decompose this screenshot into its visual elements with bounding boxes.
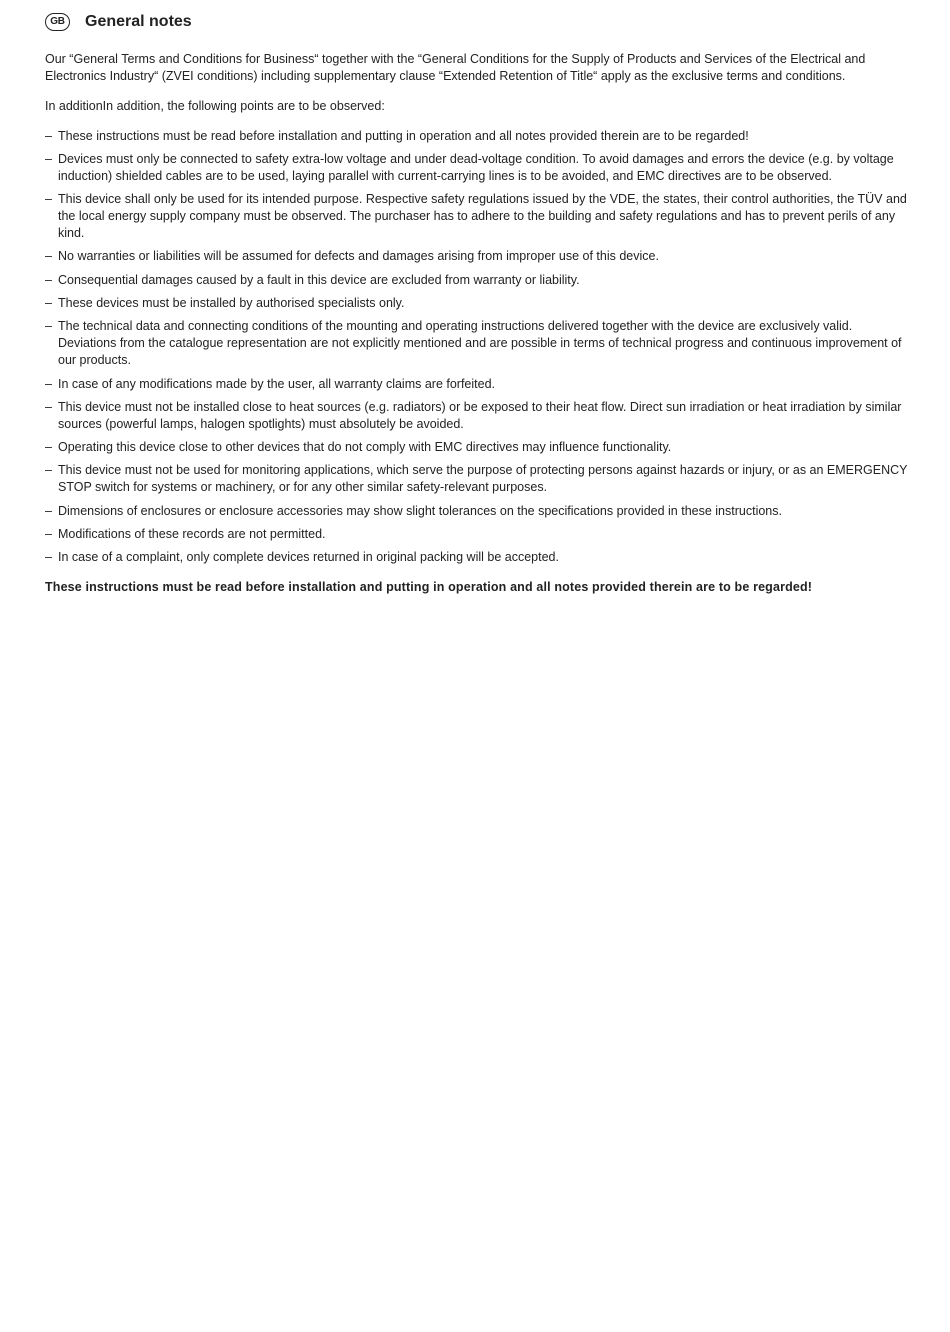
list-item-text: These devices must be installed by authorised specialists only. bbox=[58, 295, 405, 310]
list-item bbox=[45, 248, 910, 265]
bullet-dash: – bbox=[45, 376, 52, 391]
page-title: General notes bbox=[85, 13, 192, 30]
list-item bbox=[45, 503, 910, 520]
closing-statement: These instructions must be read before installation and putting in operation and all notes provided therein are to be regarded! bbox=[45, 580, 813, 595]
bullet-dash: – bbox=[45, 440, 52, 455]
list-item bbox=[45, 439, 910, 456]
list-item-text: Devices must only be connected to safety extra-low voltage and under dead-voltage condition. To avoid damages and errors the device (e.g. by voltage induction) shielded cables are to be used, laying parallel with current-carrying lines is to be avoided, and EMC directives are to be observed. bbox=[58, 151, 894, 183]
list-item bbox=[45, 191, 910, 242]
bullet-dash: – bbox=[45, 399, 52, 414]
document-page bbox=[45, 0, 910, 609]
list-item-text: Operating this device close to other devices that do not comply with EMC directives may influence functionality. bbox=[58, 440, 672, 455]
list-item-text: In case of a complaint, only complete devices returned in original packing will be accepted. bbox=[58, 550, 559, 565]
list-item-text: Dimensions of enclosures or enclosure accessories may show slight tolerances on the specifications provided in these instructions. bbox=[58, 503, 782, 518]
list-item bbox=[45, 526, 910, 543]
list-item-text: Modifications of these records are not permitted. bbox=[58, 527, 326, 542]
bullet-dash: – bbox=[45, 295, 52, 310]
list-item bbox=[45, 399, 910, 433]
section-header bbox=[45, 10, 910, 34]
list-item bbox=[45, 462, 910, 496]
list-item-text: These instructions must be read before installation and putting in operation and all notes provided therein are to be regarded! bbox=[58, 128, 749, 143]
list-item bbox=[45, 151, 910, 185]
language-badge: GB bbox=[45, 13, 70, 31]
list-item bbox=[45, 376, 910, 393]
bullet-dash: – bbox=[45, 249, 52, 264]
list-item bbox=[45, 295, 910, 312]
list-item-text: This device must not be installed close to heat sources (e.g. radiators) or be exposed to their heat flow. Direct sun irradiation or heat irradiation by similar sources (powerful lamps, halogen spotlights) must absolutely be avoided. bbox=[58, 399, 902, 431]
list-item bbox=[45, 318, 910, 369]
bullet-dash: – bbox=[45, 550, 52, 565]
list-item bbox=[45, 549, 910, 566]
list-item bbox=[45, 128, 910, 145]
bullet-dash: – bbox=[45, 128, 52, 143]
list-item bbox=[45, 272, 910, 289]
bullet-dash: – bbox=[45, 151, 52, 166]
list-item-text: No warranties or liabilities will be assumed for defects and damages arising from improper use of this device. bbox=[58, 249, 659, 264]
bullet-dash: – bbox=[45, 527, 52, 542]
bullet-dash: – bbox=[45, 319, 52, 334]
list-item-text: Consequential damages caused by a fault in this device are excluded from warranty or liability. bbox=[58, 272, 580, 287]
lead-paragraph: In additionIn addition, the following points are to be observed: bbox=[45, 99, 385, 113]
bullet-dash: – bbox=[45, 272, 52, 287]
bullet-dash: – bbox=[45, 503, 52, 518]
bullet-dash: – bbox=[45, 192, 52, 207]
intro-paragraph: Our “General Terms and Conditions for Business“ together with the “General Conditions for the Supply of Products and Services of the Electrical and Electronics Industry“ (ZVEI conditions) including supplementary clause “Extended Retention of Title“ apply as the exclusive terms and conditions. bbox=[45, 52, 866, 83]
bullet-dash: – bbox=[45, 463, 52, 478]
list-item-text: The technical data and connecting conditions of the mounting and operating instructions delivered together with the device are exclusively valid. Deviations from the catalogue representation are not explicitly mentioned and are possible in terms of technical progress and continuous improvement of our products. bbox=[58, 319, 902, 368]
list-item-text: This device must not be used for monitoring applications, which serve the purpose of protecting persons against hazards or injury, or as an EMERGENCY STOP switch for systems or machinery, or for any other similar safety-relevant purposes. bbox=[58, 463, 908, 495]
notes-list bbox=[45, 128, 910, 567]
list-item-text: This device shall only be used for its intended purpose. Respective safety regulations issued by the VDE, the states, their control authorities, the TÜV and the local energy supply company must be observed. The purchaser has to adhere to the building and safety regulations and has to prevent perils of any kind. bbox=[58, 192, 907, 241]
list-item-text: In case of any modifications made by the user, all warranty claims are forfeited. bbox=[58, 376, 496, 391]
